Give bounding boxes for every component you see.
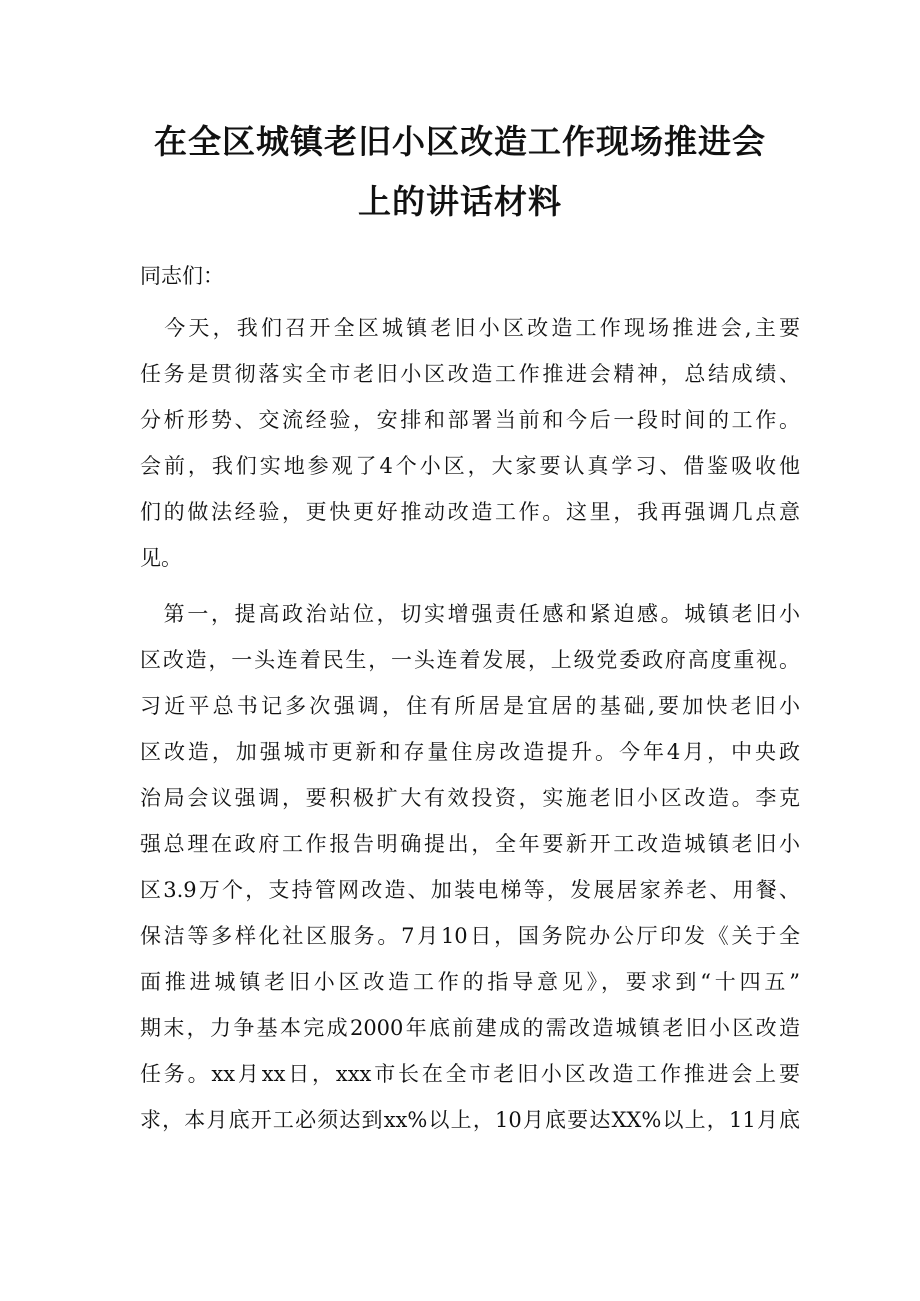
document-title-line-1: 在全区城镇老旧小区改造工作现场推进会	[154, 122, 766, 161]
paragraph-2-line: 面推进城镇老旧小区改造工作的指导意见》，要求到“十四五”	[140, 970, 800, 994]
paragraph-2-line: 第一，提高政治站位，切实增强责任感和紧迫感。城镇老旧小	[140, 602, 800, 626]
paragraph-2-line: 习近平总书记多次强调，住有所居是宜居的基础,要加快老旧小	[140, 694, 800, 718]
salutation: 同志们：	[140, 264, 224, 288]
paragraph-2-line: 区改造，加强城市更新和存量住房改造提升。今年4月，中央政	[140, 740, 800, 764]
paragraph-1-line: 见。	[140, 546, 182, 570]
paragraph-2-line: 区改造，一头连着民生，一头连着发展，上级党委政府高度重视。	[140, 648, 800, 672]
paragraph-2-line: 保洁等多样化社区服务。7月10日，国务院办公厅印发《关于全	[140, 924, 800, 948]
paragraph-2-line: 强总理在政府工作报告明确提出，全年要新开工改造城镇老旧小	[140, 832, 800, 856]
paragraph-1-line: 任务是贯彻落实全市老旧小区改造工作推进会精神，总结成绩、	[140, 362, 800, 386]
paragraph-1-line: 今天，我们召开全区城镇老旧小区改造工作现场推进会,主要	[140, 316, 800, 340]
paragraph-2-line: 求，本月底开工必须达到xx%以上，10月底要达XX%以上，11月底	[140, 1108, 800, 1132]
paragraph-2-line: 期末，力争基本完成2000年底前建成的需改造城镇老旧小区改造	[140, 1016, 800, 1040]
paragraph-2-line: 区3.9万个，支持管网改造、加装电梯等，发展居家养老、用餐、	[140, 878, 800, 902]
paragraph-1-line: 分析形势、交流经验，安排和部署当前和今后一段时间的工作。	[140, 408, 800, 432]
paragraph-2-line: 任务。xx月xx日，xxx市长在全市老旧小区改造工作推进会上要	[140, 1062, 800, 1086]
document-title-line-2: 上的讲话材料	[358, 182, 562, 221]
paragraph-1-line: 会前，我们实地参观了4个小区，大家要认真学习、借鉴吸收他	[140, 454, 800, 478]
paragraph-2-line: 治局会议强调，要积极扩大有效投资，实施老旧小区改造。李克	[140, 786, 800, 810]
paragraph-1-line: 们的做法经验，更快更好推动改造工作。这里，我再强调几点意	[140, 500, 800, 524]
